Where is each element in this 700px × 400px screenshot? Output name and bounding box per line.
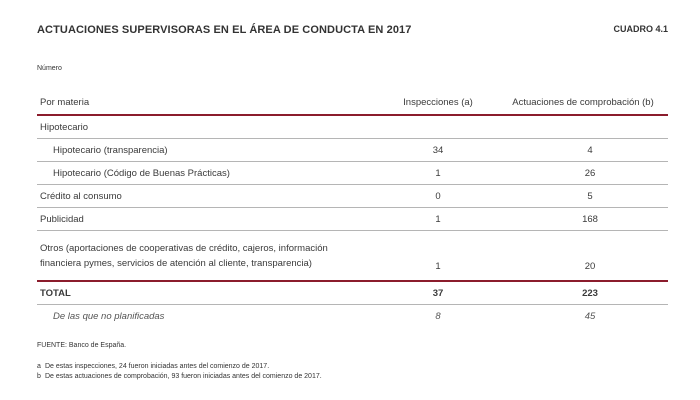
cell-actuaciones: 20 — [498, 231, 668, 282]
unplanned-row — [37, 305, 668, 328]
unit-label: Número — [37, 65, 62, 72]
row-label — [37, 231, 378, 282]
cell-actuaciones: 45 — [584, 310, 596, 322]
cell-inspecciones: 34 — [378, 139, 498, 162]
table-row — [37, 208, 668, 231]
total-row — [37, 281, 668, 305]
row-label: Hipotecario (Código de Buenas Prácticas) — [37, 162, 378, 185]
row-label: Crédito al consumo — [37, 185, 378, 208]
table-row — [37, 115, 668, 139]
cell-inspecciones: 1 — [378, 231, 498, 282]
row-label: Hipotecario (transparencia) — [37, 139, 378, 162]
cell-actuaciones: 26 — [498, 162, 668, 185]
cell-inspecciones: 8 — [435, 310, 441, 322]
footnote-key: a — [37, 363, 41, 370]
footnote-text: De estas actuaciones de comprobación, 93 fueron iniciadas antes del comienzo de 2017. — [45, 373, 322, 380]
row-label: Hipotecario — [37, 115, 378, 139]
cell-actuaciones: 5 — [498, 185, 668, 208]
column-header-actuaciones: Actuaciones de comprobación (b) — [512, 96, 654, 108]
row-label: TOTAL — [37, 281, 378, 305]
table-row — [37, 162, 668, 185]
row-label-line2: financiera pymes, servicios de atención al cliente, transparencia) — [40, 257, 312, 269]
footnote-key: b — [37, 373, 41, 380]
table-number: CUADRO 4.1 — [613, 24, 668, 34]
cell-inspecciones: 1 — [378, 162, 498, 185]
row-label: Publicidad — [37, 208, 378, 231]
row-label: De las que no planificadas — [53, 310, 165, 322]
cell-inspecciones: 0 — [378, 185, 498, 208]
footnotes — [37, 362, 322, 382]
cell-actuaciones: 4 — [498, 139, 668, 162]
source-note: FUENTE: Banco de España. — [37, 342, 127, 349]
cell-inspecciones: 1 — [378, 208, 498, 231]
table-title: ACTUACIONES SUPERVISORAS EN EL ÁREA DE CONDUCTA EN 2017 — [37, 24, 412, 36]
cell-inspecciones — [378, 115, 498, 139]
column-header-inspecciones: Inspecciones (a) — [403, 96, 473, 108]
table-row — [37, 185, 668, 208]
footnote-b — [37, 372, 322, 382]
row-label-line1: Otros (aportaciones de cooperativas de crédito, cajeros, información — [40, 242, 328, 254]
table-header-row — [37, 90, 668, 115]
cell-inspecciones: 37 — [378, 281, 498, 305]
footnote-text: De estas inspecciones, 24 fueron iniciadas antes del comienzo de 2017. — [45, 363, 270, 370]
cell-actuaciones: 168 — [498, 208, 668, 231]
cell-actuaciones — [498, 115, 668, 139]
cell-actuaciones: 223 — [498, 281, 668, 305]
data-table — [37, 90, 668, 327]
footnote-a — [37, 362, 322, 372]
table-row — [37, 231, 668, 282]
column-header-materia: Por materia — [40, 96, 90, 108]
table-row — [37, 139, 668, 162]
